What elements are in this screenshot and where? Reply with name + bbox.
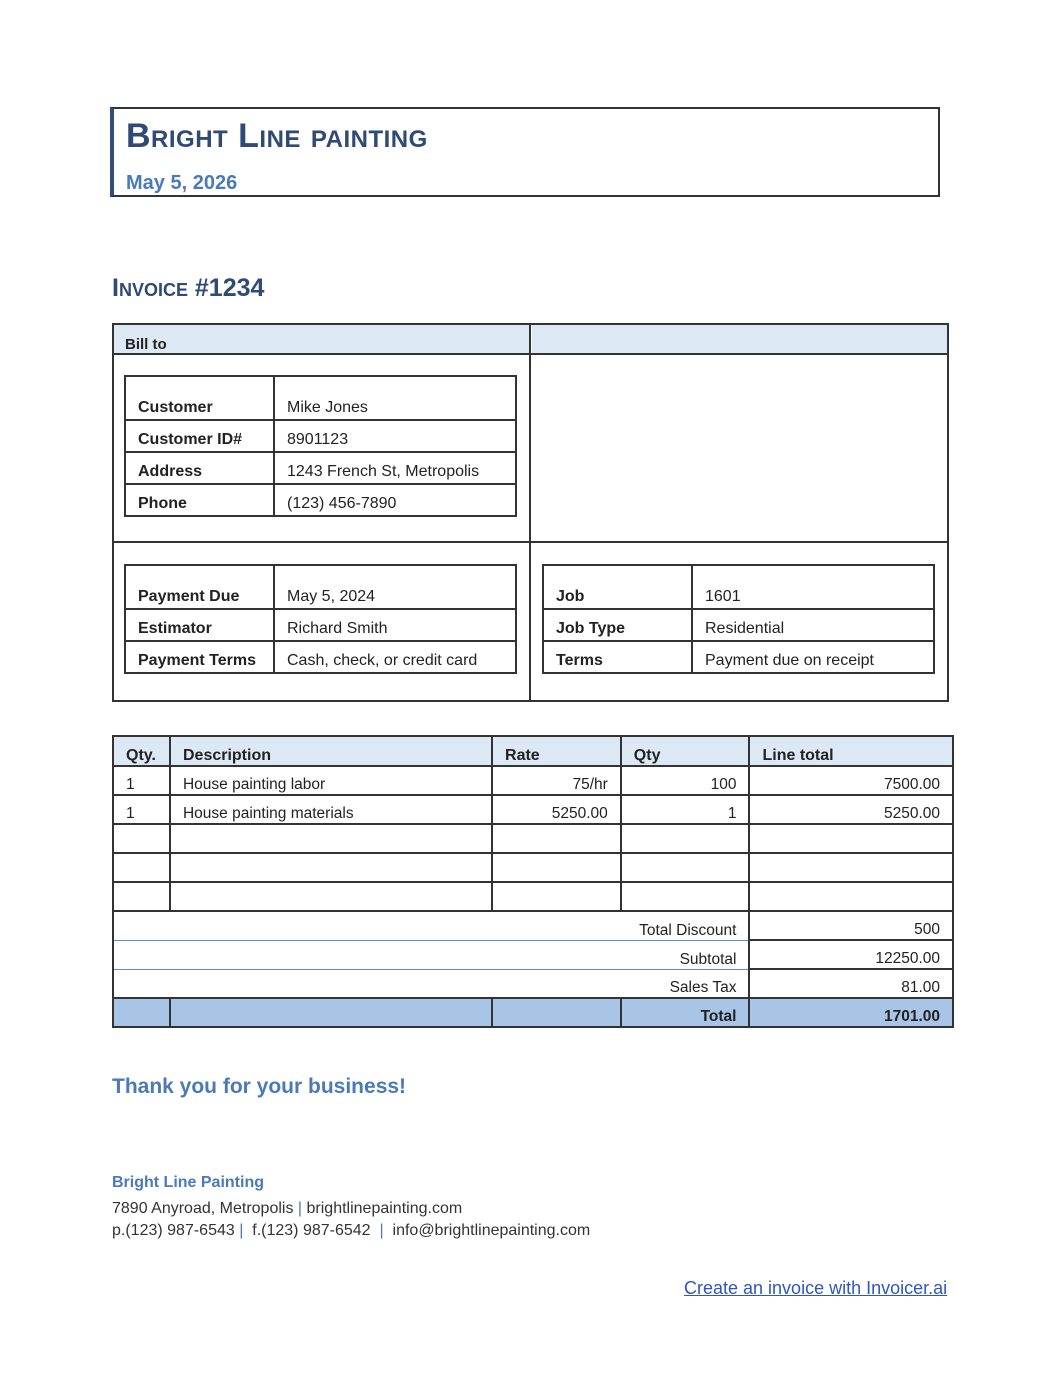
table-row xyxy=(113,853,953,882)
separator: | xyxy=(297,1200,303,1217)
cell-line-total: 7500.00 xyxy=(749,766,953,795)
payment-row xyxy=(125,641,516,673)
customer-row xyxy=(125,452,516,484)
column-header: Line total xyxy=(749,736,953,766)
bill-to-header-left xyxy=(114,325,530,354)
cell-description xyxy=(170,882,492,911)
total-blank xyxy=(170,998,492,1027)
invoice-date: May 5, 2026 xyxy=(126,172,238,194)
field-value: 8901123 xyxy=(274,420,516,452)
cell-qty xyxy=(113,853,170,882)
field-value: Residential xyxy=(692,609,934,641)
grid-divider xyxy=(529,323,531,702)
field-label: Phone xyxy=(125,484,274,516)
table-header-row xyxy=(113,736,953,766)
cell-qty xyxy=(113,824,170,853)
summary-label: Total Discount xyxy=(113,911,749,940)
footer-phone: p.(123) 987-6543 xyxy=(112,1222,235,1239)
field-label: Job xyxy=(543,565,692,609)
cell-qty: 1 xyxy=(113,795,170,824)
cell-description xyxy=(170,824,492,853)
field-label: Terms xyxy=(543,641,692,673)
thank-you-message: Thank you for your business! xyxy=(112,1075,407,1098)
job-row xyxy=(543,609,934,641)
field-label: Job Type xyxy=(543,609,692,641)
total-blank xyxy=(492,998,621,1027)
footer-contact-line xyxy=(112,1222,590,1240)
total-value: 1701.00 xyxy=(749,998,953,1027)
summary-row-discount xyxy=(113,911,953,940)
cell-qty xyxy=(113,882,170,911)
summary-value: 500 xyxy=(749,911,953,940)
cell-line-total xyxy=(749,853,953,882)
total-label: Total xyxy=(621,998,750,1027)
table-row xyxy=(113,766,953,795)
summary-row-subtotal xyxy=(113,940,953,969)
field-label: Payment Terms xyxy=(125,641,274,673)
payment-row xyxy=(125,565,516,609)
customer-table xyxy=(124,375,517,517)
separator: | xyxy=(379,1222,384,1239)
job-table xyxy=(542,564,935,674)
cell-qty2 xyxy=(621,853,750,882)
field-value: Mike Jones xyxy=(274,376,516,420)
customer-row xyxy=(125,376,516,420)
invoicer-link[interactable]: Create an invoice with Invoicer.ai xyxy=(684,1278,948,1298)
summary-label: Subtotal xyxy=(113,940,749,969)
field-label: Customer ID# xyxy=(125,420,274,452)
cell-qty2: 100 xyxy=(621,766,750,795)
cell-line-total xyxy=(749,824,953,853)
summary-row-tax xyxy=(113,969,953,998)
cell-rate xyxy=(492,882,621,911)
field-label: Customer xyxy=(125,376,274,420)
table-row xyxy=(113,824,953,853)
invoice-title: Invoice #1234 xyxy=(112,274,265,302)
column-header: Qty. xyxy=(113,736,170,766)
field-value: Payment due on receipt xyxy=(692,641,934,673)
bill-to-label: Bill to xyxy=(125,336,167,353)
field-label: Payment Due xyxy=(125,565,274,609)
payment-table xyxy=(124,564,517,674)
footer-company: Bright Line Painting xyxy=(112,1174,264,1191)
column-header: Qty xyxy=(621,736,750,766)
cell-description xyxy=(170,853,492,882)
cell-line-total: 5250.00 xyxy=(749,795,953,824)
field-label: Estimator xyxy=(125,609,274,641)
footer-website[interactable]: brightlinepainting.com xyxy=(306,1200,463,1217)
cell-qty2: 1 xyxy=(621,795,750,824)
cell-description: House painting labor xyxy=(170,766,492,795)
payment-row xyxy=(125,609,516,641)
field-value: May 5, 2024 xyxy=(274,565,516,609)
customer-row xyxy=(125,420,516,452)
footer-address-line xyxy=(112,1200,462,1218)
separator: | xyxy=(239,1222,244,1239)
field-value: Cash, check, or credit card xyxy=(274,641,516,673)
field-value: Richard Smith xyxy=(274,609,516,641)
field-label: Address xyxy=(125,452,274,484)
summary-label: Sales Tax xyxy=(113,969,749,998)
cell-description: House painting materials xyxy=(170,795,492,824)
summary-value: 81.00 xyxy=(749,969,953,998)
total-blank xyxy=(113,998,170,1027)
footer-email[interactable]: info@brightlinepainting.com xyxy=(392,1222,591,1239)
company-name: Bright Line painting xyxy=(126,117,428,155)
bill-to-header-right xyxy=(532,325,947,354)
total-row xyxy=(113,998,953,1027)
cell-qty2 xyxy=(621,882,750,911)
footer-address: 7890 Anyroad, Metropolis xyxy=(112,1200,294,1217)
cell-line-total xyxy=(749,882,953,911)
footer-fax: f.(123) 987-6542 xyxy=(252,1222,371,1239)
table-row xyxy=(113,882,953,911)
field-value: (123) 456-7890 xyxy=(274,484,516,516)
summary-value: 12250.00 xyxy=(749,940,953,969)
cell-qty2 xyxy=(621,824,750,853)
job-row xyxy=(543,641,934,673)
cell-rate: 75/hr xyxy=(492,766,621,795)
job-row xyxy=(543,565,934,609)
field-value: 1243 French St, Metropolis xyxy=(274,452,516,484)
cell-qty: 1 xyxy=(113,766,170,795)
cell-rate xyxy=(492,824,621,853)
field-value: 1601 xyxy=(692,565,934,609)
line-items-table xyxy=(112,735,954,1028)
cell-rate xyxy=(492,853,621,882)
cell-rate: 5250.00 xyxy=(492,795,621,824)
table-row xyxy=(113,795,953,824)
column-header: Rate xyxy=(492,736,621,766)
column-header: Description xyxy=(170,736,492,766)
customer-row xyxy=(125,484,516,516)
